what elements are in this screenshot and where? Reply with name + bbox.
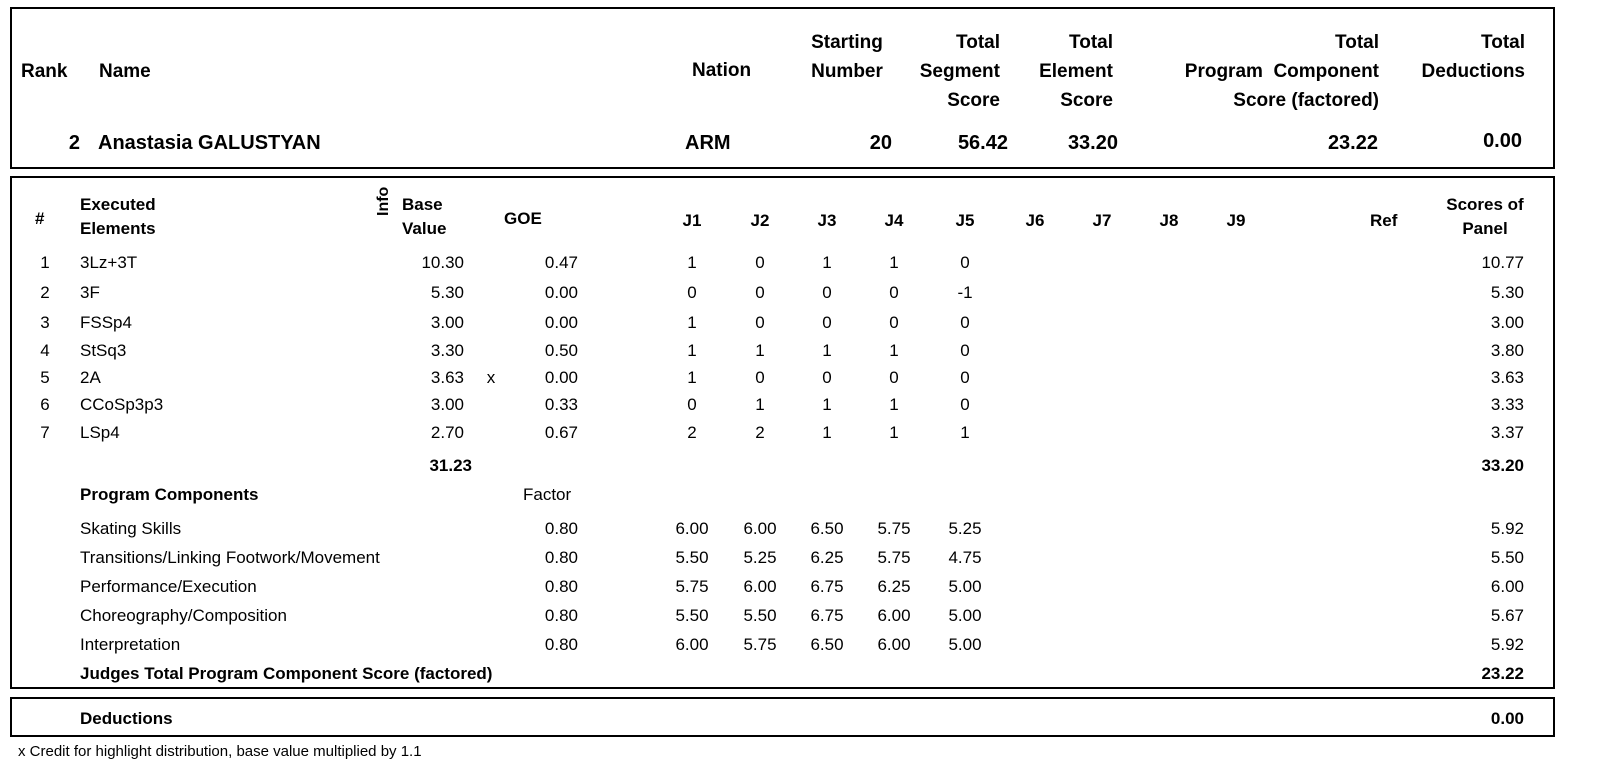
- scores-of-panel-header: Scores of Panel: [1446, 195, 1524, 238]
- goe-header: GOE: [504, 209, 542, 228]
- element-panel-score: 3.37: [1490, 423, 1524, 442]
- element-judge-score: 2: [687, 423, 697, 442]
- element-number: 2: [40, 283, 50, 302]
- element-number: 6: [40, 395, 50, 414]
- element-judge-score: 1: [755, 395, 765, 414]
- element-goe: 0.00: [544, 313, 578, 332]
- element-info: x: [486, 368, 496, 387]
- deductions-value: 0.00: [1490, 709, 1524, 728]
- base-value-header: Base Value: [402, 195, 447, 238]
- element-judge-score: 1: [687, 313, 697, 332]
- component-judge-score: 5.50: [743, 606, 777, 625]
- judge-header-1: J1: [682, 211, 702, 230]
- element-judge-score: 1: [889, 423, 899, 442]
- component-factor: 0.80: [544, 519, 578, 538]
- skater-starting-number: 20: [869, 132, 892, 154]
- skater-name: Anastasia GALUSTYAN: [98, 132, 321, 154]
- element-judge-score: 1: [889, 395, 899, 414]
- component-judge-score: 6.75: [810, 606, 844, 625]
- component-name: Performance/Execution: [80, 577, 257, 596]
- component-judge-score: 6.00: [877, 635, 911, 654]
- element-base-value: 3.00: [430, 313, 464, 332]
- component-judge-score: 5.00: [948, 606, 982, 625]
- component-judge-score: 6.50: [810, 635, 844, 654]
- component-panel-score: 5.92: [1490, 635, 1524, 654]
- element-goe: 0.00: [544, 283, 578, 302]
- total-deductions-header: Total Deductions: [1421, 32, 1525, 82]
- pcs-total-value: 23.22: [1481, 664, 1524, 683]
- element-number: 3: [40, 313, 50, 332]
- judge-header-4: J4: [884, 211, 904, 230]
- element-judge-score: 0: [755, 253, 765, 272]
- element-panel-score: 3.63: [1490, 368, 1524, 387]
- element-judge-score: 1: [687, 341, 697, 360]
- component-judge-score: 6.25: [810, 548, 844, 567]
- component-judge-score: 5.25: [743, 548, 777, 567]
- element-base-value: 3.30: [430, 341, 464, 360]
- element-judge-score: 0: [960, 395, 970, 414]
- element-name: CCoSp3p3: [80, 395, 164, 414]
- element-judge-score: 1: [960, 423, 970, 442]
- component-panel-score: 6.00: [1490, 577, 1524, 596]
- judge-header-8: J8: [1159, 211, 1179, 230]
- element-judge-score: 0: [822, 368, 832, 387]
- deductions-label: Deductions: [80, 709, 173, 728]
- judge-header-3: J3: [817, 211, 837, 230]
- footnote: x Credit for highlight distribution, base value multiplied by 1.1: [18, 743, 422, 760]
- element-base-value: 3.00: [430, 395, 464, 414]
- info-header: Info: [375, 186, 392, 216]
- element-goe: 0.67: [544, 423, 578, 442]
- element-judge-score: 0: [755, 313, 765, 332]
- total-element-score-header: Total Element Score: [1039, 32, 1113, 111]
- skater-tes: 33.20: [1067, 132, 1118, 154]
- details-box: [10, 176, 1555, 689]
- component-judge-score: 5.75: [877, 548, 911, 567]
- component-factor: 0.80: [544, 548, 578, 567]
- element-judge-score: 0: [755, 368, 765, 387]
- component-judge-score: 6.00: [675, 519, 709, 538]
- element-judge-score: 1: [889, 253, 899, 272]
- component-judge-score: 6.75: [810, 577, 844, 596]
- base-value-total: 31.23: [429, 456, 472, 475]
- program-component-score-header: Total Program Component Score (factored): [1184, 32, 1379, 111]
- judge-header-2: J2: [750, 211, 770, 230]
- num-header: #: [35, 209, 45, 228]
- skater-rank: 2: [68, 132, 80, 154]
- rank-header: Rank: [21, 61, 68, 82]
- element-name: FSSp4: [80, 313, 132, 332]
- ref-header: Ref: [1370, 211, 1398, 230]
- component-panel-score: 5.92: [1490, 519, 1524, 538]
- nation-header: Nation: [692, 60, 752, 81]
- element-judge-score: 1: [822, 395, 832, 414]
- component-name: Choreography/Composition: [80, 606, 287, 625]
- element-goe: 0.50: [544, 341, 578, 360]
- component-factor: 0.80: [544, 635, 578, 654]
- component-judge-score: 5.00: [948, 577, 982, 596]
- element-judge-score: 1: [889, 341, 899, 360]
- element-judge-score: 0: [960, 368, 970, 387]
- element-base-value: 2.70: [430, 423, 464, 442]
- executed-elements-header: Executed Elements: [80, 195, 156, 238]
- component-judge-score: 6.25: [877, 577, 911, 596]
- element-goe: 0.33: [544, 395, 578, 414]
- element-goe: 0.00: [544, 368, 578, 387]
- element-judge-score: 0: [687, 283, 697, 302]
- element-judge-score: 0: [960, 313, 970, 332]
- element-panel-score: 10.77: [1481, 253, 1524, 272]
- element-goe: 0.47: [544, 253, 578, 272]
- component-name: Transitions/Linking Footwork/Movement: [80, 548, 380, 567]
- element-judge-score: 2: [755, 423, 765, 442]
- component-judge-score: 6.00: [675, 635, 709, 654]
- element-judge-score: 0: [889, 368, 899, 387]
- element-base-value: 5.30: [430, 283, 464, 302]
- element-judge-score: 1: [687, 368, 697, 387]
- component-judge-score: 5.50: [675, 548, 709, 567]
- element-judge-score: 1: [822, 423, 832, 442]
- element-number: 1: [40, 253, 50, 272]
- element-judge-score: 1: [755, 341, 765, 360]
- component-factor: 0.80: [544, 577, 578, 596]
- element-number: 7: [40, 423, 50, 442]
- component-judge-score: 5.00: [948, 635, 982, 654]
- component-name: Interpretation: [80, 635, 181, 654]
- element-judge-score: 1: [822, 253, 832, 272]
- skater-pcs: 23.22: [1327, 132, 1378, 154]
- element-judge-score: 0: [960, 341, 970, 360]
- component-judge-score: 6.50: [810, 519, 844, 538]
- element-panel-score: 3.80: [1490, 341, 1524, 360]
- element-judge-score: -1: [957, 283, 973, 302]
- skater-tss: 56.42: [957, 132, 1008, 154]
- component-judge-score: 5.75: [877, 519, 911, 538]
- total-segment-score-header: Total Segment Score: [919, 32, 1000, 111]
- element-judge-score: 0: [822, 313, 832, 332]
- component-panel-score: 5.50: [1490, 548, 1524, 567]
- component-panel-score: 5.67: [1490, 606, 1524, 625]
- starting-number-header: Starting Number: [811, 32, 883, 82]
- element-base-value: 3.63: [430, 368, 464, 387]
- element-base-value: 10.30: [421, 253, 464, 272]
- component-judge-score: 5.75: [675, 577, 709, 596]
- component-judge-score: 6.00: [743, 577, 777, 596]
- element-number: 4: [40, 341, 50, 360]
- element-name: 2A: [80, 368, 101, 387]
- element-judge-score: 0: [889, 313, 899, 332]
- element-judge-score: 1: [687, 253, 697, 272]
- component-judge-score: 5.25: [948, 519, 982, 538]
- element-number: 5: [40, 368, 50, 387]
- element-name: StSq3: [80, 341, 127, 360]
- skater-deductions: 0.00: [1483, 130, 1522, 152]
- skater-nation: ARM: [685, 132, 731, 154]
- component-judge-score: 4.75: [948, 548, 982, 567]
- element-judge-score: 0: [889, 283, 899, 302]
- component-judge-score: 6.00: [877, 606, 911, 625]
- element-panel-score: 3.33: [1490, 395, 1524, 414]
- judge-header-6: J6: [1025, 211, 1045, 230]
- judge-header-7: J7: [1092, 211, 1112, 230]
- judge-header-5: J5: [955, 211, 975, 230]
- component-name: Skating Skills: [80, 519, 182, 538]
- element-panel-score: 5.30: [1490, 283, 1524, 302]
- skater-summary-box: [10, 7, 1555, 169]
- factor-header: Factor: [523, 485, 572, 504]
- element-judge-score: 0: [822, 283, 832, 302]
- element-judge-score: 0: [960, 253, 970, 272]
- element-judge-score: 0: [687, 395, 697, 414]
- element-judge-score: 1: [822, 341, 832, 360]
- pcs-total-label: Judges Total Program Component Score (factored): [80, 664, 493, 683]
- program-components-title: Program Components: [80, 485, 259, 504]
- judge-header-9: J9: [1226, 211, 1246, 230]
- elements-panel-total: 33.20: [1481, 456, 1524, 475]
- element-name: 3Lz+3T: [80, 253, 138, 272]
- element-name: LSp4: [80, 423, 120, 442]
- name-header: Name: [99, 61, 151, 82]
- component-judge-score: 6.00: [743, 519, 777, 538]
- component-judge-score: 5.50: [675, 606, 709, 625]
- element-panel-score: 3.00: [1490, 313, 1524, 332]
- component-factor: 0.80: [544, 606, 578, 625]
- deductions-box: [10, 697, 1555, 737]
- element-name: 3F: [80, 283, 100, 302]
- element-judge-score: 0: [755, 283, 765, 302]
- component-judge-score: 5.75: [743, 635, 777, 654]
